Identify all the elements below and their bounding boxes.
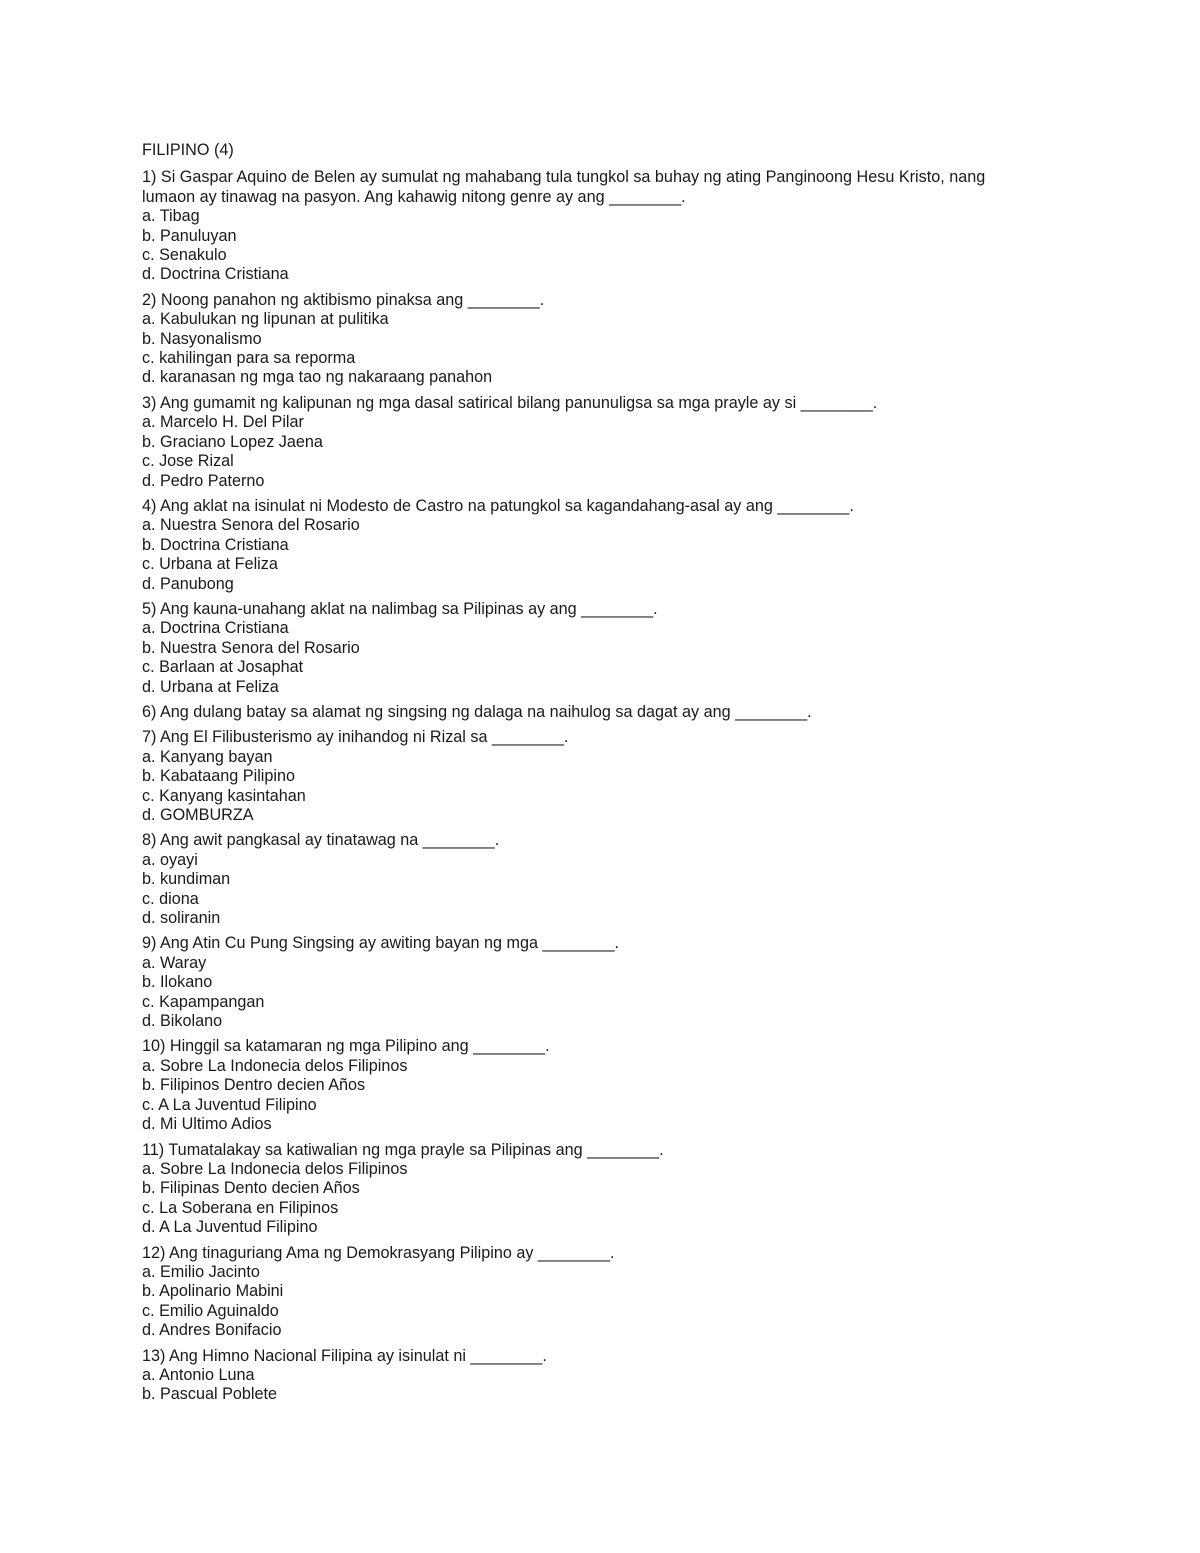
answer-choice: d. soliranin [142, 909, 221, 928]
answer-choice: a. Sobre La Indonecia delos Filipinos [142, 1159, 408, 1178]
answer-choice: c. Kanyang kasintahan [142, 786, 306, 805]
answer-choice: b. Doctrina Cristiana [142, 535, 289, 554]
answer-choice: a. Kabulukan ng lipunan at pulitika [142, 310, 389, 329]
answer-choice: a. Doctrina Cristiana [142, 619, 289, 638]
answer-choice: b. Graciano Lopez Jaena [142, 432, 323, 451]
answer-choice: d. karanasan ng mga tao ng nakaraang panahon [142, 368, 493, 387]
question-item [142, 168, 1042, 284]
answer-choice: d. Panubong [142, 574, 234, 593]
answer-choice: c. Barlaan at Josaphat [142, 658, 304, 677]
question-item [142, 394, 1042, 491]
question-item [142, 600, 1042, 697]
question-text: 2) Noong panahon ng aktibismo pinaksa ang ________. [142, 290, 545, 309]
answer-choice: d. Urbana at Feliza [142, 677, 279, 696]
answer-choice: a. Tibag [142, 207, 200, 226]
answer-choice: a. Antonio Luna [142, 1365, 255, 1384]
question-text: 7) Ang El Filibusterismo ay inihandog ni Rizal sa ________. [142, 728, 569, 747]
question-item [142, 1347, 1042, 1405]
answer-choice: b. Pascual Poblete [142, 1385, 277, 1404]
answer-choice: c. A La Juventud Filipino [142, 1095, 317, 1114]
question-list [142, 168, 1042, 1404]
answer-choice: a. Emilio Jacinto [142, 1262, 260, 1281]
answer-choice: a. Kanyang bayan [142, 747, 273, 766]
answer-choice: c. kahilingan para sa reporma [142, 349, 356, 368]
answer-choice: d. Mi Ultimo Adios [142, 1115, 272, 1134]
document-title: FILIPINO (4) [142, 141, 234, 159]
answer-choice: b. Filipinas Dento decien Años [142, 1179, 360, 1198]
answer-choice: b. kundiman [142, 870, 231, 889]
answer-choice: c. Senakulo [142, 246, 227, 265]
question-item [142, 291, 1042, 388]
answer-choice: b. Nasyonalismo [142, 329, 262, 348]
question-item [142, 1141, 1042, 1238]
question-text: 13) Ang Himno Nacional Filipina ay isinulat ni ________. [142, 1346, 547, 1365]
answer-choice: b. Kabataang Pilipino [142, 767, 295, 786]
answer-choice: b. Filipinos Dentro decien Años [142, 1076, 366, 1095]
answer-choice: c. Kapampangan [142, 992, 265, 1011]
answer-choice: a. oyayi [142, 850, 198, 869]
question-text: 8) Ang awit pangkasal ay tinatawag na ________. [142, 831, 500, 850]
question-item [142, 1244, 1042, 1341]
question-item [142, 831, 1042, 928]
answer-choice: d. GOMBURZA [142, 806, 254, 824]
question-item [142, 1037, 1042, 1134]
answer-choice: b. Ilokano [142, 973, 213, 992]
question-text: 12) Ang tinaguriang Ama ng Demokrasyang Pilipino ay ________. [142, 1243, 615, 1262]
answer-choice: a. Nuestra Senora del Rosario [142, 516, 360, 535]
answer-choice: c. Urbana at Feliza [142, 555, 278, 574]
answer-choice: c. diona [142, 889, 199, 908]
answer-choice: b. Apolinario Mabini [142, 1282, 284, 1301]
answer-choice: a. Waray [142, 953, 207, 972]
answer-choice: d. Doctrina Cristiana [142, 265, 289, 284]
question-item [142, 728, 1042, 825]
question-item [142, 934, 1042, 1031]
question-text: 10) Hinggil sa katamaran ng mga Pilipino ang ________. [142, 1037, 550, 1056]
answer-choice: a. Sobre La Indonecia delos Filipinos [142, 1056, 408, 1075]
question-text: 4) Ang aklat na isinulat ni Modesto de Castro na patungkol sa kagandahang-asal ay ang ________. [142, 496, 854, 515]
question-text: 9) Ang Atin Cu Pung Singsing ay awiting bayan ng mga ________. [142, 934, 619, 953]
answer-choice: d. Bikolano [142, 1012, 223, 1031]
question-text: 5) Ang kauna-unahang aklat na nalimbag sa Pilipinas ay ang ________. [142, 599, 658, 618]
answer-choice: d. A La Juventud Filipino [142, 1218, 318, 1237]
question-text: 3) Ang gumamit ng kalipunan ng mga dasal satirical bilang panunuligsa sa mga prayle ay si ________. [142, 393, 878, 412]
answer-choice: c. La Soberana en Filipinos [142, 1198, 339, 1217]
answer-choice: a. Marcelo H. Del Pilar [142, 413, 304, 432]
question-text: 11) Tumatalakay sa katiwalian ng mga prayle sa Pilipinas ang ________. [142, 1140, 664, 1159]
question-item [142, 703, 1042, 722]
answer-choice: b. Panuluyan [142, 226, 237, 245]
answer-choice: c. Emilio Aguinaldo [142, 1301, 279, 1320]
answer-choice: b. Nuestra Senora del Rosario [142, 638, 360, 657]
question-item [142, 497, 1042, 594]
question-text: 6) Ang dulang batay sa alamat ng singsing ng dalaga na naihulog sa dagat ay ang ________. [142, 702, 812, 721]
answer-choice: d. Andres Bonifacio [142, 1321, 282, 1340]
question-text: 1) Si Gaspar Aquino de Belen ay sumulat ng mahabang tula tungkol sa buhay ng ating Panginoong Hesu Kristo, nang lumaon ay tinawag na pasyon. Ang kahawig nitong genre ay ang ________. [142, 168, 986, 206]
answer-choice: d. Pedro Paterno [142, 471, 265, 490]
answer-choice: c. Jose Rizal [142, 452, 234, 471]
document-page [142, 141, 1042, 1411]
